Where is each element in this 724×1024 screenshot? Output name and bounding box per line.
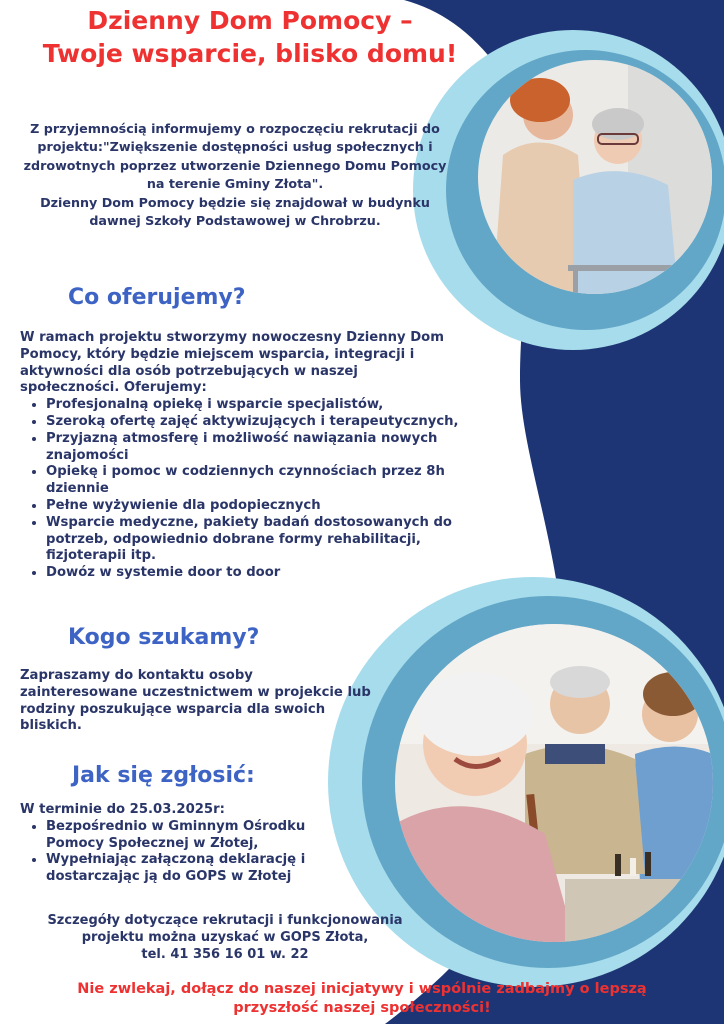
offer-heading: Co oferujemy? [68,285,246,310]
apply-list [20,819,350,886]
offer-intro-text: W ramach projektu stworzymy nowoczesny Dzienny Dom Pomocy, który będzie miejscem wsparcia, integracji i aktywności dla osób potrzebujących w naszej społeczności. Oferujemy: [20,330,444,396]
intro-paragraph-location: Dzienny Dom Pomocy będzie się znajdował w budynku dawnej Szkoły Podstawowej w Chrobrzu. [40,194,430,229]
apply-list-item: • Wypełniając załączoną deklarację i dostarczając ją do GOPS w Złotej [46,852,350,886]
poster-title [0,4,500,70]
photo-seniors-playing-chess-image [395,624,713,942]
intro-paragraph-recruitment: Z przyjemnością informujemy o rozpoczęciu rekrutacji do projektu:"Zwiększenie dostępności usług społecznych i zdrowotnych poprzez utworzenie Dziennego Domu Pomocy na terenie Gminy Złota". [23,121,447,192]
apply-deadline: W terminie do 25.03.2025r: [20,802,225,817]
offer-list-item: • Pełne wyżywienie dla podopiecznych [46,498,460,515]
details-section [25,912,425,963]
footer-line-1: Nie zwlekaj, dołącz do naszej inicjatywy i wspólnie zadbajmy o lepszą [77,981,647,997]
apply-list-item: • Bezpośrednio w Gminnym Ośrodku Pomocy Społecznej w Złotej, [46,819,350,853]
intro-section [20,120,450,230]
footer-call-to-action [0,980,724,1018]
apply-section [20,802,350,886]
photo-caregiver-with-senior-image [478,60,712,294]
footer-line-2: przyszłość naszej społeczności! [233,1000,491,1016]
offer-list-item: • Wsparcie medyczne, pakiety badań dostosowanych do potrzeb, odpowiednio dobrane formy rehabilitacji, fizjoterapii itp. [46,515,460,565]
title-line-1: Dzienny Dom Pomocy – [87,6,413,35]
title-line-2: Twoje wsparcie, blisko domu! [42,39,458,68]
offer-list-item: • Profesjonalną opiekę i wsparcie specjalistów, [46,397,460,414]
seeking-section [20,668,372,735]
details-phone: tel. 41 356 16 01 w. 22 [141,947,309,962]
offer-list-item: • Opiekę i pomoc w codziennych czynnościach przez 8h dziennie [46,464,460,498]
offer-list-item: • Przyjazną atmosferę i możliwość nawiązania nowych znajomości [46,431,460,465]
offer-section [20,330,460,582]
seeking-text: Zapraszamy do kontaktu osoby zainteresowane uczestnictwem w projekcie lub rodziny poszukujące wsparcia dla swoich bliskich. [20,668,371,734]
details-line-2: projektu można uzyskać w GOPS Złota, [81,930,369,945]
apply-heading: Jak się zgłosić: [72,763,255,788]
offer-list-item: • Szeroką ofertę zajęć aktywizujących i terapeutycznych, [46,414,460,431]
photo-seniors-playing-chess [395,624,713,942]
offer-list-item: • Dowóz w systemie door to door [46,565,460,582]
details-line-1: Szczegóły dotyczące rekrutacji i funkcjonowania [47,913,403,928]
photo-caregiver-with-senior [478,60,712,294]
offer-list [20,397,460,582]
seeking-heading: Kogo szukamy? [68,625,260,650]
